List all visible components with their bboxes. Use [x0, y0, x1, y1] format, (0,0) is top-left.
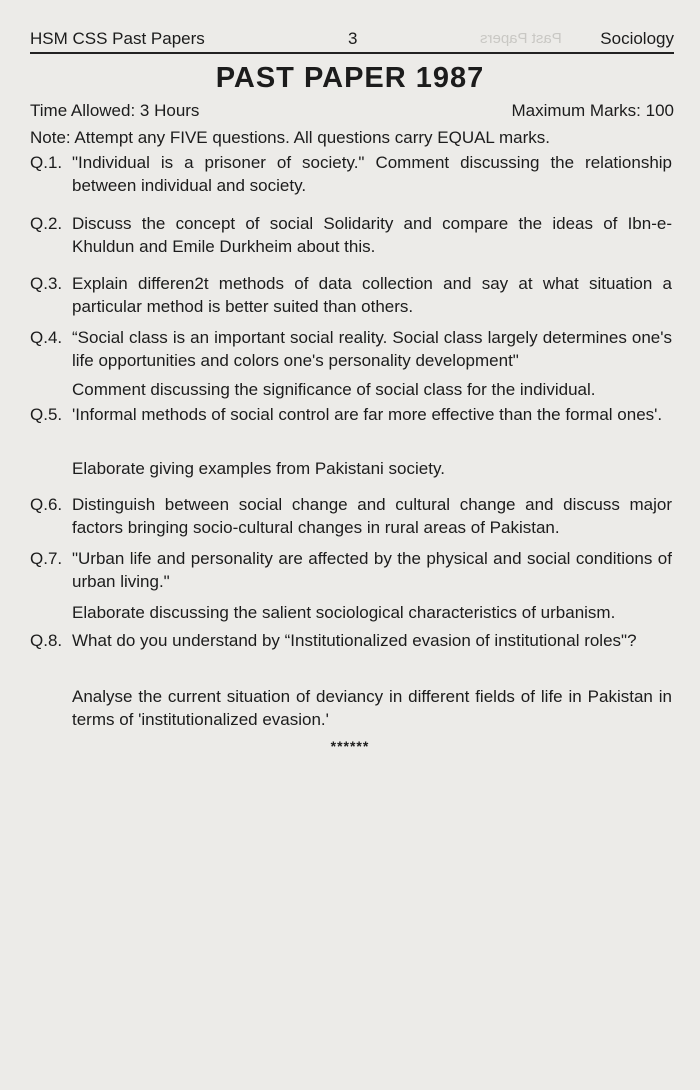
exam-meta — [30, 101, 674, 125]
question-number: Q.2. — [30, 214, 63, 233]
instructions-note: Note: Attempt any FIVE questions. All questions carry EQUAL marks. — [30, 128, 550, 147]
question-text: Explain differen2t methods of data collection and say at what situation a particular method is better suited than others. — [72, 274, 672, 316]
question-number: Q.4. — [30, 328, 63, 347]
question-number: Q.3. — [30, 274, 63, 293]
page-title: PAST PAPER 1987 — [215, 62, 485, 94]
question-followup: Comment discussing the significance of social class for the individual. — [72, 380, 596, 399]
header-page-number: 3 — [348, 29, 358, 48]
question-text: "Urban life and personality are affected by the physical and social conditions of urban living." — [72, 549, 672, 591]
question-text: "Individual is a prisoner of society." Comment discussing the relationship between individual and society. — [72, 153, 672, 195]
question-number: Q.1. — [30, 153, 63, 172]
question-text: Distinguish between social change and cultural change and discuss major factors bringing socio-cultural changes in rural areas of Pakistan. — [72, 495, 672, 537]
question-number: Q.6. — [30, 495, 63, 514]
time-allowed: Time Allowed: 3 Hours — [30, 101, 200, 120]
question-followup: Elaborate discussing the salient sociological characteristics of urbanism. — [72, 603, 616, 622]
header-series-title: HSM CSS Past Papers — [30, 29, 205, 48]
question-text: 'Informal methods of social control are far more effective than the formal ones'. — [72, 405, 663, 424]
question-number: Q.5. — [30, 405, 63, 424]
question-text: Discuss the concept of social Solidarity and compare the ideas of Ibn-e-Khuldun and Emile Durkheim about this. — [72, 214, 672, 256]
end-of-paper-marker: ****** — [330, 738, 370, 754]
header-subject: Sociology — [600, 29, 674, 48]
question-text: “Social class is an important social reality. Social class largely determines one's life opportunities and colors one's personality development" — [72, 328, 672, 370]
question-number: Q.8. — [30, 631, 63, 650]
page-header — [30, 26, 674, 54]
maximum-marks: Maximum Marks: 100 — [511, 101, 674, 120]
question-followup: Elaborate giving examples from Pakistani society. — [72, 459, 445, 478]
bleed-through-text: Past Papers — [480, 30, 562, 47]
question-followup: Analyse the current situation of deviancy in different fields of life in Pakistan in terms of 'institutionalized evasion.' — [72, 687, 672, 729]
question-text: What do you understand by “Institutionalized evasion of institutional roles"? — [72, 631, 637, 650]
question-number: Q.7. — [30, 549, 63, 568]
